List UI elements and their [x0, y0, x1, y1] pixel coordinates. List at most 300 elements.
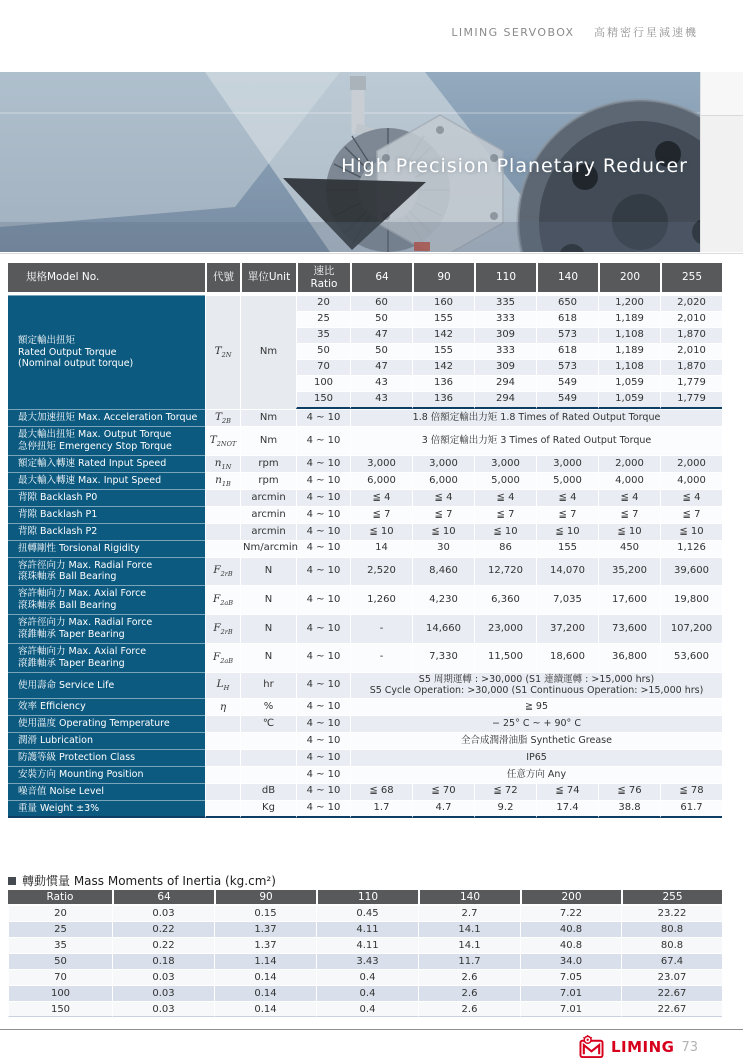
spec-row — [8, 540, 722, 557]
inertia-cell: 0.45 — [316, 905, 418, 921]
spec-value-cell: ≦ 7 — [598, 506, 660, 523]
spec-value-cell: 155 — [412, 343, 474, 359]
inertia-cell: 7.05 — [520, 969, 621, 985]
spec-symbol-cell — [205, 295, 240, 409]
spec-value-cell: 573 — [536, 327, 598, 343]
inertia-cell: 0.14 — [214, 969, 316, 985]
spec-value-cell: ≦ 4 — [412, 489, 474, 506]
text-line: 滾錐軸承 Taper Bearing — [18, 657, 125, 669]
spec-ratio-cell: 4 ~ 10 — [296, 732, 350, 749]
spec-value-cell: 47 — [350, 327, 412, 343]
spec-unit-cell: % — [240, 698, 296, 715]
spec-value-cell: 136 — [412, 375, 474, 391]
spec-span-cell — [350, 766, 722, 783]
spec-value-cell: 2,020 — [660, 295, 722, 311]
inertia-cell: 14.1 — [418, 937, 520, 953]
inertia-row — [8, 937, 722, 953]
spec-ratio-cell: 4 ~ 10 — [296, 506, 350, 523]
spec-unit-cell: rpm — [240, 472, 296, 489]
inertia-cell: 0.4 — [316, 969, 418, 985]
text-line: − 25° C ~ + 90° C — [492, 718, 581, 730]
spec-row — [8, 295, 722, 311]
spec-value-cell: 6,000 — [412, 472, 474, 489]
spec-value-cell: 155 — [412, 311, 474, 327]
spec-value-cell: 3,000 — [350, 455, 412, 472]
spec-value-cell: 14,660 — [412, 614, 474, 643]
spec-row — [8, 489, 722, 506]
inertia-cell: 7.01 — [520, 985, 621, 1001]
text-line: 滾珠軸承 Ball Bearing — [18, 571, 117, 583]
spec-row — [8, 800, 722, 819]
spec-symbol-cell — [205, 749, 240, 766]
spec-row — [8, 766, 722, 783]
spec-value-cell: ≦ 10 — [598, 523, 660, 540]
inertia-cell: 7.22 — [520, 905, 621, 921]
spec-value-cell: 73,600 — [598, 614, 660, 643]
spec-value-cell: 450 — [598, 540, 660, 557]
text-line: 滾錐軸承 Taper Bearing — [18, 628, 125, 640]
inertia-cell: 7.01 — [520, 1001, 621, 1017]
symbol: $n_{1N}$ — [214, 456, 232, 471]
symbol: $n_{1B}$ — [215, 473, 231, 488]
spec-value-cell: 14,070 — [536, 557, 598, 586]
spec-value-cell: 142 — [412, 359, 474, 375]
text-line: 單位 — [247, 271, 269, 284]
spec-value-cell: 333 — [474, 311, 536, 327]
spec-row — [8, 523, 722, 540]
text-line: Unit — [268, 271, 291, 284]
spec-header-ratio — [296, 263, 350, 295]
spec-ratio-cell: 4 ~ 10 — [296, 698, 350, 715]
text-line: 容許軸向力 Max. Axial Force — [18, 645, 147, 657]
spec-header-unit — [240, 263, 296, 295]
spec-unit-cell — [240, 766, 296, 783]
spec-symbol-cell — [205, 489, 240, 506]
spec-label-cell — [8, 557, 205, 586]
spec-label-cell — [8, 672, 205, 699]
inertia-cell: 11.7 — [418, 953, 520, 969]
spec-ratio-cell: 50 — [296, 343, 350, 359]
spec-value-cell: 23,000 — [474, 614, 536, 643]
inertia-cell: 0.14 — [214, 1001, 316, 1017]
spec-row — [8, 472, 722, 489]
bullet-square-icon — [8, 877, 16, 885]
spec-value-cell: 1,059 — [598, 391, 660, 409]
text-line: Ratio — [310, 277, 338, 290]
text-line: 任意方向 Any — [506, 768, 567, 780]
inertia-cell: 40.8 — [520, 921, 621, 937]
spec-label-cell — [8, 715, 205, 732]
spec-value-cell: 160 — [412, 295, 474, 311]
inertia-cell: 2.6 — [418, 1001, 520, 1017]
spec-value-cell: ≦ 10 — [474, 523, 536, 540]
page-footer — [579, 1035, 698, 1059]
text-line: 背隙 Backlash P0 — [18, 492, 98, 504]
inertia-cell: 0.03 — [112, 905, 214, 921]
spec-value-cell: 37,200 — [536, 614, 598, 643]
spec-label-cell — [8, 749, 205, 766]
spec-value-cell: 38.8 — [598, 800, 660, 819]
text-line: 全合成潤滑油脂 Synthetic Grease — [461, 735, 612, 747]
inertia-header-cell: 64 — [112, 890, 214, 905]
brand-subtitle: 高精密行星減速機 — [594, 26, 698, 39]
spec-row — [8, 732, 722, 749]
inertia-cell: 1.37 — [214, 921, 316, 937]
spec-unit-cell: Nm — [240, 426, 296, 455]
inertia-cell: 0.15 — [214, 905, 316, 921]
spec-label-cell — [8, 614, 205, 643]
spec-value-cell: 650 — [536, 295, 598, 311]
hero-image — [0, 72, 700, 252]
spec-ratio-cell: 25 — [296, 311, 350, 327]
spec-value-cell: 1,870 — [660, 327, 722, 343]
spec-ratio-cell: 4 ~ 10 — [296, 409, 350, 426]
inertia-cell: 23.22 — [621, 905, 722, 921]
spec-value-cell: ≦ 7 — [660, 506, 722, 523]
spec-unit-cell: Nm — [240, 295, 296, 409]
spec-ratio-cell: 4 ~ 10 — [296, 455, 350, 472]
text-line: 3 倍額定輸出力矩 3 Times of Rated Output Torque — [421, 434, 652, 446]
spec-row — [8, 643, 722, 672]
spec-row — [8, 455, 722, 472]
spec-symbol-cell — [205, 800, 240, 819]
spec-value-cell: 39,600 — [660, 557, 722, 586]
spec-label-cell — [8, 455, 205, 472]
spec-row — [8, 557, 722, 586]
spec-value-cell: 333 — [474, 343, 536, 359]
inertia-cell: 35 — [8, 937, 112, 953]
text-line: 背隙 Backlash P2 — [18, 525, 98, 537]
spec-value-cell: 1.7 — [350, 800, 412, 819]
spec-value-cell: 12,720 — [474, 557, 536, 586]
spec-ratio-cell: 4 ~ 10 — [296, 783, 350, 800]
spec-symbol-cell — [205, 506, 240, 523]
spec-ratio-cell: 4 ~ 10 — [296, 472, 350, 489]
side-tab-strip — [700, 72, 743, 252]
spec-ratio-cell: 4 ~ 10 — [296, 614, 350, 643]
inertia-cell: 67.4 — [621, 953, 722, 969]
spec-value-cell: 6,000 — [350, 472, 412, 489]
spec-ratio-cell: 100 — [296, 375, 350, 391]
inertia-cell: 0.14 — [214, 985, 316, 1001]
inertia-cell: 14.1 — [418, 921, 520, 937]
spec-value-cell: ≦ 10 — [536, 523, 598, 540]
inertia-row — [8, 969, 722, 985]
spec-value-cell: 8,460 — [412, 557, 474, 586]
inertia-row — [8, 921, 722, 937]
text-line: S5 周期運轉 : >30,000 (S1 連續運轉 : >15,000 hrs) — [418, 673, 655, 685]
spec-symbol-cell — [205, 557, 240, 586]
spec-value-cell: 19,800 — [660, 585, 722, 614]
inertia-header-cell: 255 — [621, 890, 722, 905]
spec-label-cell — [8, 409, 205, 426]
spec-label-cell — [8, 766, 205, 783]
spec-label-cell — [8, 585, 205, 614]
inertia-row — [8, 953, 722, 969]
spec-row — [8, 585, 722, 614]
symbol: η — [219, 700, 227, 713]
symbol: $F_{2aB}$ — [212, 593, 234, 608]
inertia-cell: 2.6 — [418, 985, 520, 1001]
spec-ratio-cell: 4 ~ 10 — [296, 489, 350, 506]
text-line: 使用溫度 Operating Temperature — [18, 718, 170, 730]
spec-label-cell — [8, 489, 205, 506]
spec-row — [8, 506, 722, 523]
text-line: ≧ 95 — [524, 701, 549, 713]
spec-value-cell: 1,870 — [660, 359, 722, 375]
spec-value-cell: - — [350, 614, 412, 643]
spec-unit-cell — [240, 749, 296, 766]
spec-value-cell: 36,800 — [598, 643, 660, 672]
spec-value-cell: 3,000 — [412, 455, 474, 472]
text-line: Model No. — [47, 271, 100, 284]
text-line: 1.8 倍額定輸出力矩 1.8 Times of Rated Output Torque — [412, 411, 661, 423]
spec-span-cell — [350, 409, 722, 426]
text-line: 防護等級 Protection Class — [18, 751, 136, 763]
symbol: $L_H$ — [216, 678, 230, 693]
inertia-header-cell: 140 — [418, 890, 520, 905]
spec-value-cell: 4,000 — [660, 472, 722, 489]
spec-row — [8, 749, 722, 766]
inertia-cell: 20 — [8, 905, 112, 921]
spec-row — [8, 672, 722, 699]
spec-value-cell: 30 — [412, 540, 474, 557]
spec-ratio-cell: 4 ~ 10 — [296, 643, 350, 672]
spec-unit-cell — [240, 732, 296, 749]
spec-ratio-cell: 35 — [296, 327, 350, 343]
spec-unit-cell: hr — [240, 672, 296, 699]
inertia-cell: 34.0 — [520, 953, 621, 969]
spec-label-cell — [8, 523, 205, 540]
footer-brand: LIMING — [610, 1038, 675, 1056]
inertia-cell: 80.8 — [621, 921, 722, 937]
spec-unit-cell: Kg — [240, 800, 296, 819]
spec-label-cell — [8, 732, 205, 749]
spec-value-cell: 17,600 — [598, 585, 660, 614]
spec-value-cell: 136 — [412, 391, 474, 409]
section-divider — [0, 253, 743, 254]
spec-label-cell — [8, 643, 205, 672]
inertia-cell: 0.03 — [112, 985, 214, 1001]
spec-symbol-cell — [205, 672, 240, 699]
spec-value-cell: 3,000 — [474, 455, 536, 472]
spec-value-cell: ≦ 10 — [350, 523, 412, 540]
spec-value-cell: 573 — [536, 359, 598, 375]
spec-value-cell: 86 — [474, 540, 536, 557]
spec-value-cell: 1,260 — [350, 585, 412, 614]
spec-value-cell: ≦ 78 — [660, 783, 722, 800]
inertia-cell: 22.67 — [621, 1001, 722, 1017]
spec-header-size: 200 — [598, 263, 660, 295]
inertia-cell: 25 — [8, 921, 112, 937]
text-line: 滾珠軸承 Ball Bearing — [18, 600, 117, 612]
spec-value-cell: ≦ 7 — [350, 506, 412, 523]
spec-value-cell: ≦ 10 — [412, 523, 474, 540]
spec-value-cell: 618 — [536, 311, 598, 327]
spec-value-cell: ≦ 70 — [412, 783, 474, 800]
spec-value-cell: ≦ 76 — [598, 783, 660, 800]
spec-symbol-cell — [205, 585, 240, 614]
spec-symbol-cell — [205, 614, 240, 643]
text-line: 容許軸向力 Max. Axial Force — [18, 588, 147, 600]
spec-header-model — [8, 263, 205, 295]
spec-value-cell: 5,000 — [474, 472, 536, 489]
page-number: 73 — [681, 1039, 698, 1055]
spec-unit-cell: N — [240, 643, 296, 672]
spec-value-cell: 1,059 — [598, 375, 660, 391]
spec-header-size: 110 — [474, 263, 536, 295]
spec-symbol-cell — [205, 540, 240, 557]
spec-value-cell: 7,035 — [536, 585, 598, 614]
spec-header-size: 90 — [412, 263, 474, 295]
inertia-header-cell: 200 — [520, 890, 621, 905]
spec-symbol-cell — [205, 783, 240, 800]
spec-row — [8, 698, 722, 715]
spec-symbol-cell — [205, 766, 240, 783]
inertia-cell: 2.6 — [418, 969, 520, 985]
spec-value-cell: ≦ 4 — [474, 489, 536, 506]
inertia-table — [8, 890, 722, 1017]
text-line: 重量 Weight ±3% — [18, 802, 100, 814]
spec-ratio-cell: 20 — [296, 295, 350, 311]
spec-value-cell: ≦ 7 — [474, 506, 536, 523]
spec-symbol-cell — [205, 732, 240, 749]
inertia-header-row — [8, 890, 722, 905]
inertia-cell: 0.18 — [112, 953, 214, 969]
spec-value-cell: ≦ 7 — [536, 506, 598, 523]
spec-value-cell: ≦ 68 — [350, 783, 412, 800]
spec-ratio-cell: 70 — [296, 359, 350, 375]
spec-table-body — [8, 295, 722, 818]
inertia-title-text: 轉動慣量 Mass Moments of Inertia (kg.cm²) — [22, 874, 276, 888]
spec-label-cell — [8, 426, 205, 455]
spec-unit-cell: Nm/arcmin — [240, 540, 296, 557]
spec-value-cell: 35,200 — [598, 557, 660, 586]
spec-table — [8, 263, 722, 818]
text-line: 容許徑向力 Max. Radial Force — [18, 617, 153, 629]
text-line: 扭轉剛性 Torsional Rigidity — [18, 542, 140, 554]
spec-ratio-cell: 4 ~ 10 — [296, 800, 350, 819]
spec-value-cell: 549 — [536, 375, 598, 391]
spec-value-cell: ≦ 72 — [474, 783, 536, 800]
inertia-cell: 1.14 — [214, 953, 316, 969]
text-line: S5 Cycle Operation: >30,000 (S1 Continuous Operation: >15,000 hrs) — [369, 685, 704, 697]
text-line: 速比 — [313, 265, 335, 277]
brand-name: LIMING SERVOBOX — [451, 26, 575, 39]
spec-row — [8, 614, 722, 643]
spec-value-cell: 335 — [474, 295, 536, 311]
spec-value-cell: ≦ 4 — [660, 489, 722, 506]
spec-value-cell: 43 — [350, 375, 412, 391]
text-line: 額定輸出扭矩 — [18, 334, 76, 346]
spec-span-cell — [350, 732, 722, 749]
spec-value-cell: ≦ 7 — [412, 506, 474, 523]
spec-row — [8, 426, 722, 455]
spec-value-cell: ≦ 4 — [598, 489, 660, 506]
spec-value-cell: 618 — [536, 343, 598, 359]
inertia-cell: 2.7 — [418, 905, 520, 921]
spec-value-cell: 107,200 — [660, 614, 722, 643]
spec-ratio-cell: 4 ~ 10 — [296, 749, 350, 766]
text-line: IP65 — [526, 751, 547, 763]
spec-value-cell: 17.4 — [536, 800, 598, 819]
text-line: 最大輸出扭矩 Max. Output Torque — [18, 428, 172, 440]
spec-ratio-cell: 4 ~ 10 — [296, 766, 350, 783]
inertia-header-cell: Ratio — [8, 890, 112, 905]
inertia-row — [8, 985, 722, 1001]
spec-row — [8, 409, 722, 426]
inertia-cell: 0.22 — [112, 921, 214, 937]
spec-label-cell — [8, 698, 205, 715]
symbol: $F_{2rB}$ — [213, 564, 233, 579]
text-line: 最大輸入轉速 Max. Input Speed — [18, 475, 162, 487]
text-line: 容許徑向力 Max. Radial Force — [18, 559, 153, 571]
spec-span-cell — [350, 698, 722, 715]
spec-label-cell — [8, 506, 205, 523]
spec-ratio-cell: 4 ~ 10 — [296, 715, 350, 732]
text-line: 規格 — [26, 271, 47, 284]
spec-value-cell: 50 — [350, 311, 412, 327]
spec-label-cell — [8, 295, 205, 409]
spec-value-cell: 3,000 — [536, 455, 598, 472]
spec-value-cell: 1,108 — [598, 327, 660, 343]
inertia-row — [8, 1001, 722, 1017]
spec-symbol-cell — [205, 643, 240, 672]
spec-value-cell: 1,189 — [598, 311, 660, 327]
spec-value-cell: 60 — [350, 295, 412, 311]
text-line: (Nominal output torque) — [18, 358, 134, 370]
spec-value-cell: 9.2 — [474, 800, 536, 819]
spec-unit-cell: arcmin — [240, 489, 296, 506]
spec-label-cell — [8, 472, 205, 489]
hero-title: High Precision Planetary Reducer — [341, 155, 688, 177]
symbol: $F_{2aB}$ — [212, 650, 234, 665]
spec-unit-cell: N — [240, 614, 296, 643]
text-line: 最大加速扭矩 Max. Acceleration Torque — [18, 411, 198, 423]
text-line: Rated Output Torque — [18, 346, 117, 358]
spec-unit-cell: arcmin — [240, 523, 296, 540]
inertia-header-cell: 90 — [214, 890, 316, 905]
spec-header-size: 255 — [660, 263, 722, 295]
text-line: 背隙 Backlash P1 — [18, 508, 98, 520]
spec-span-cell — [350, 715, 722, 732]
symbol: $T_{2NOT}$ — [209, 433, 237, 448]
inertia-cell: 100 — [8, 985, 112, 1001]
symbol: $T_{2N}$ — [214, 345, 232, 360]
spec-symbol-cell — [205, 523, 240, 540]
spec-ratio-cell: 4 ~ 10 — [296, 557, 350, 586]
spec-value-cell: 47 — [350, 359, 412, 375]
text-line: 噪音值 Noise Level — [18, 785, 104, 797]
spec-value-cell: - — [350, 643, 412, 672]
spec-ratio-cell: 4 ~ 10 — [296, 523, 350, 540]
spec-value-cell: 1,200 — [598, 295, 660, 311]
spec-ratio-cell: 4 ~ 10 — [296, 672, 350, 699]
spec-value-cell: 2,010 — [660, 343, 722, 359]
spec-value-cell: 309 — [474, 359, 536, 375]
text-line: 額定輸入轉速 Rated Input Speed — [18, 457, 167, 469]
inertia-cell: 0.03 — [112, 969, 214, 985]
spec-value-cell: 14 — [350, 540, 412, 557]
spec-value-cell: ≦ 4 — [350, 489, 412, 506]
page-header — [451, 24, 698, 40]
spec-header-symbol: 代號 — [205, 263, 240, 295]
symbol: $F_{2rB}$ — [213, 621, 233, 636]
spec-span-cell — [350, 749, 722, 766]
text-line: 效率 Efficiency — [18, 701, 86, 713]
spec-ratio-cell: 4 ~ 10 — [296, 540, 350, 557]
inertia-cell: 3.43 — [316, 953, 418, 969]
